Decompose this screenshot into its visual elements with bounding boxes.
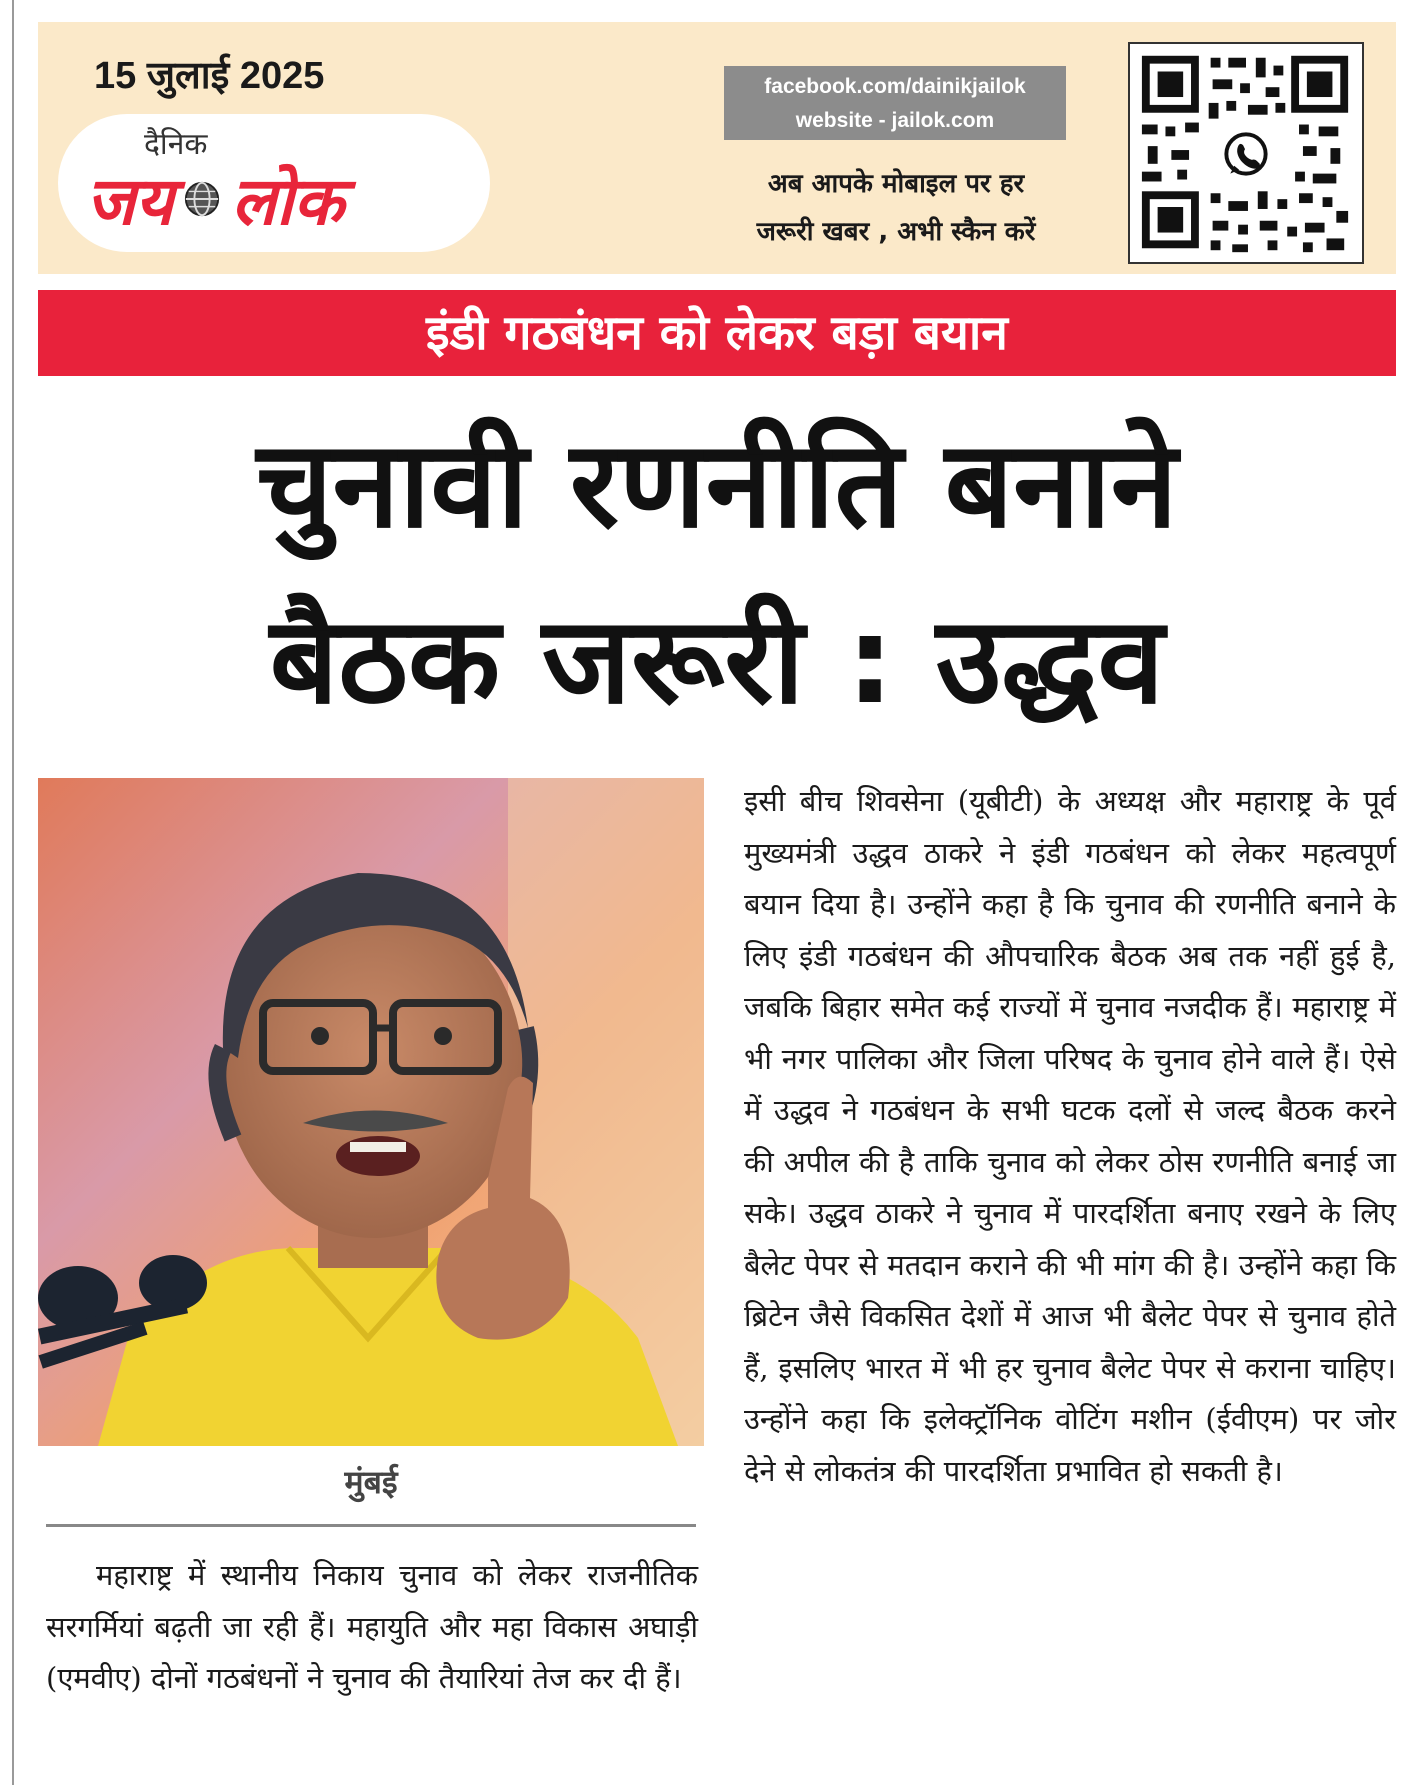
social-links	[724, 66, 1066, 140]
globe-icon	[183, 180, 221, 218]
article-left-column: महाराष्ट्र में स्थानीय निकाय चुनाव को लेकर राजनीतिक सरगर्मियां बढ़ती जा रही हैं। महायुति और महा विकास अघाड़ी (एमवीए) दोनों गठबंधनों ने चुनाव की तैयारियां तेज कर दी हैं।	[46, 1558, 698, 1695]
headline	[38, 398, 1396, 750]
news-photo	[38, 778, 704, 1446]
headline-line-2: बैठक जरूरी : उद्धव	[269, 592, 1165, 731]
facebook-link[interactable]: facebook.com/dainikjailok	[764, 75, 1026, 98]
headline-line-1: चुनावी रणनीति बनाने	[256, 416, 1178, 555]
kicker-banner: इंडी गठबंधन को लेकर बड़ा बयान	[38, 290, 1396, 376]
logo-word-jay: जय	[86, 163, 174, 240]
scan-prompt-line-2: जरूरी खबर , अभी स्कैन करें	[756, 217, 1036, 247]
scan-prompt	[698, 160, 1094, 256]
logo-wordmark	[86, 154, 344, 244]
website-link[interactable]: website - jailok.com	[795, 109, 995, 132]
page-left-rule	[12, 0, 14, 1785]
qr-code-icon[interactable]	[1128, 42, 1364, 264]
person-speaking-photo-icon	[38, 778, 704, 1446]
masthead	[38, 22, 1396, 274]
scan-prompt-line-1: अब आपके मोबाइल पर हर	[767, 169, 1025, 199]
article-right-column: इसी बीच शिवसेना (यूबीटी) के अध्यक्ष और महाराष्ट्र के पूर्व मुख्यमंत्री उद्धव ठाकरे ने इंडी गठबंधन को लेकर महत्वपूर्ण बयान दिया है। उन्होंने कहा है कि चुनाव की रणनीति बनाने के लिए इंडी गठबंधन की औपचारिक बैठक अब तक नहीं हुई है, जबकि बिहार समेत कई राज्यों में चुनाव नजदीक हैं। महाराष्ट्र में भी नगर पालिका और जिला परिषद के चुनाव होने वाले हैं। ऐसे में उद्धव ने गठबंधन के सभी घटक दलों से जल्द बैठक करने की अपील की है ताकि चुनाव को लेकर ठोस रणनीति बनाई जा सके। उद्धव ठाकरे ने चुनाव में पारदर्शिता बनाए रखने के लिए बैलेट पेपर से मतदान कराने की भी मांग की है। उन्होंने कहा कि ब्रिटेन जैसे विकसित देशों में आज भी बैलेट पेपर से चुनाव होते हैं, इसलिए भारत में भी हर चुनाव बैलेट पेपर से कराना चाहिए। उन्होंने कहा कि इलेक्ट्रॉनिक वोटिंग मशीन (ईवीएम) पर जोर देने से लोकतंत्र की पारदर्शिता प्रभावित हो सकती है।	[744, 784, 1396, 1488]
logo[interactable]	[58, 114, 490, 252]
dateline-divider	[46, 1524, 696, 1527]
logo-word-lok: लोक	[231, 163, 344, 240]
issue-date: 15 जुलाई 2025	[94, 55, 325, 97]
dateline: मुंबई	[344, 1463, 398, 1501]
logo-small-text: दैनिक	[144, 127, 208, 162]
